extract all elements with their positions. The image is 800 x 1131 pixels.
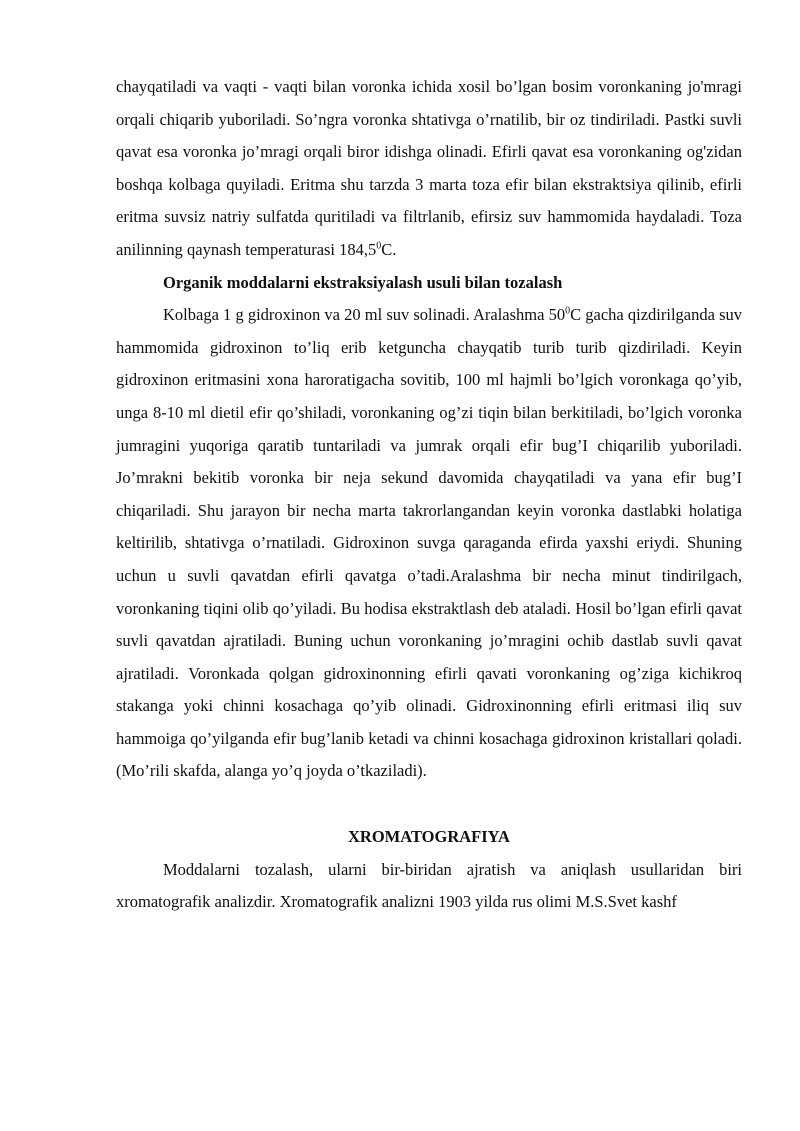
paragraph-hydroquinone-extraction [116, 299, 742, 788]
paragraph-text-start: Kolbaga 1 g gidroxinon va 20 ml suv solinadi. Aralashma 50 [163, 305, 566, 325]
document-page [116, 71, 742, 919]
paragraph-chromatography-intro: Moddalarni tozalash, ularni bir-biridan ajratish va aniqlash usullaridan biri xromatografik analizdir. Xromatografik analizni 1903 yilda rus olimi M.S.Svet kashf [116, 859, 742, 912]
paragraph-text-rest: C gacha qizdirilganda suv hammomida gidroxinon to’liq erib ketguncha chayqatib turib turib qizdiriladi. Keyin gidroxinon eritmasini xona haroratigacha sovitib, 100 ml hajmli bo’lgich voronkaga qo’yib, unga 8-10 ml dietil efir qo’shiladi, voronkaning og’zi tiqin bilan berkitiladi, bo’lgich voronka jumragini yuqoriga qaratib tuntariladi va jumrak orqali efir bug’I chiqarilib yuboriladi. Jo’mrakni bekitib voronka bir neja sekund davomida chayqatiladi va yana efir bug’I chiqariladi. Shu jarayon bir necha marta takrorlangandan keyin voronka dastlabki holatiga keltirilib, shtativga o’rnatiladi. Gidroxinon suvga qaraganda efirda yaxshi eriydi. Shuning uchun u suvli qavatdan efirli qavatga o’tadi.Aralashma bir necha minut tindirilgach, voronkaning tiqini olib qo’yiladi. Bu hodisa ekstraktlash deb ataladi. Hosil bo’lgan efirli qavat suvli qavatdan ajratiladi. Buning uchun voronkaning jo’mragini ochib dastlab suvli qavat ajratiladi. Voronkada qolgan gidroxinonning efirli qavati voronkaning og’ziga kichikroq stakanga yoki chinni kosachaga qo’yib olinadi. Gidroxinonning efirli eritmasi iliq suv hammoiga qo’yilganda efir bug’lanib ketadi va chinni kosachaga gidroxinon kristallari qoladi. (Mo’rili skafda, alanga yo’q joyda o’tkaziladi). [116, 305, 743, 781]
section-heading-extraction: Organik moddalarni ekstraksiyalash usuli bilan tozalash [163, 272, 563, 292]
temperature-unit: C. [381, 239, 397, 259]
degree-superscript: 0 [376, 240, 382, 252]
paragraph-text: chayqatiladi va vaqti - vaqti bilan voronka ichida xosil bo’lgan bosim voronkaning jo'mragi orqali chiqarib yuboriladi. So’ngra voronka shtativga o’rnatilib, bir oz tindiriladi. Pastki suvli qavat esa voronka jo’mragi orqali biror idishga olinadi. Efirli qavat esa voronkaning og'zidan boshqa kolbaga quyiladi. Eritma shu tarzda 3 marta toza efir bilan ekstraktsiya qilinib, efirli eritma suvsiz natriy sulfatda quritiladi va filtrlanib, efirsiz suv hammomida haydaladi. Toza anilinning qaynash temperaturasi 184,5 [116, 77, 742, 259]
degree-superscript: 0 [565, 305, 571, 317]
paragraph-anilin-purification [116, 71, 742, 267]
section-heading-chromatography: XROMATOGRAFIYA [348, 827, 510, 847]
